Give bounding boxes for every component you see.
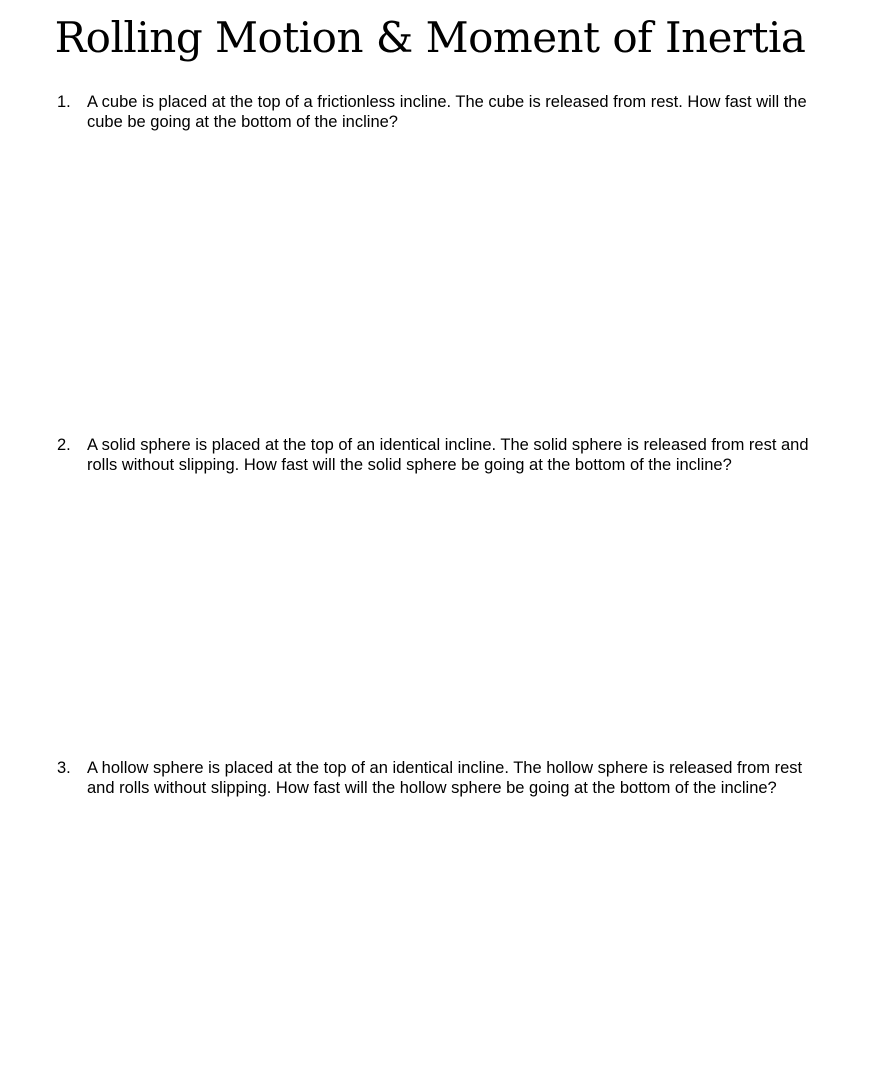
question-text: A cube is placed at the top of a frictionless incline. The cube is released from rest. How fast will the cube be going at the bottom of the incline?: [87, 93, 807, 131]
question-number: 1.: [57, 93, 71, 111]
question-number: 3.: [57, 759, 71, 777]
page-title: Rolling Motion & Moment of Inertia: [54, 13, 806, 62]
question-text: A solid sphere is placed at the top of an identical incline. The solid sphere is released from rest and rolls without slipping. How fast will the solid sphere be going at the bottom of the incline?: [87, 436, 809, 474]
question-number: 2.: [57, 436, 71, 454]
question-text: A hollow sphere is placed at the top of an identical incline. The hollow sphere is released from rest and rolls without slipping. How fast will the hollow sphere be going at the bottom of the incline?: [87, 759, 803, 797]
